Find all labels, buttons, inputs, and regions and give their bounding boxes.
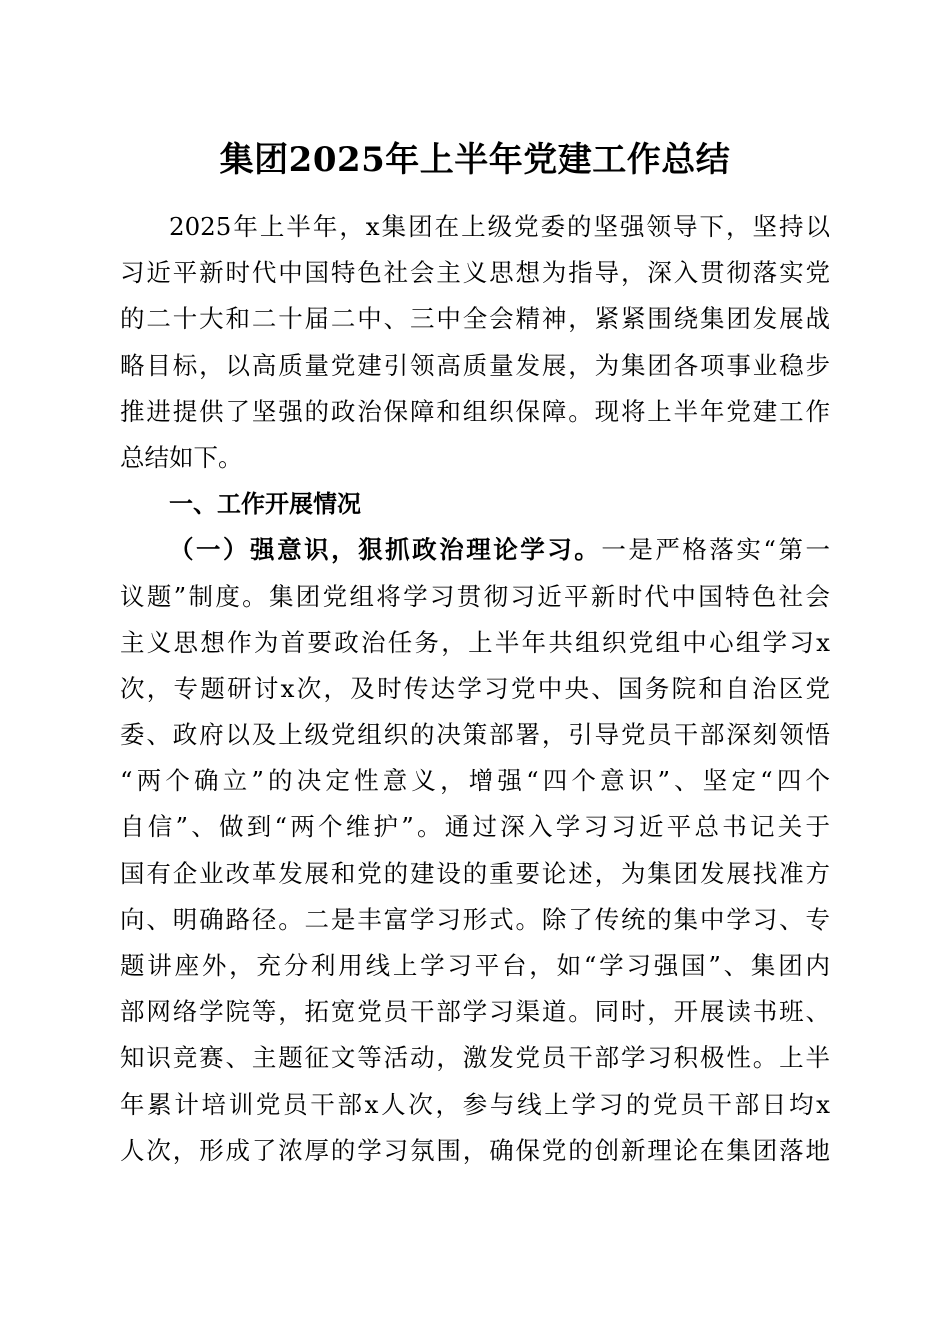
body-line: “两个确立”的决定性意义，增强“四个意识”、坚定“四个 [120, 766, 830, 796]
body-line: 知识竞赛、主题征文等活动，激发党员干部学习积极性。上半 [120, 1043, 830, 1073]
body-line: 部网络学院等，拓宽党员干部学习渠道。同时，开展读书班、 [120, 997, 830, 1027]
body-line: 主义思想作为首要政治任务，上半年共组织党组中心组学习x [120, 627, 830, 657]
intro-line: 总结如下。 [120, 442, 243, 472]
body-line: 年累计培训党员干部x人次，参与线上学习的党员干部日均x [120, 1089, 830, 1119]
body-line: 国有企业改革发展和党的建设的重要论述，为集团发展找准方 [120, 858, 830, 888]
body-line: 向、明确路径。二是丰富学习形式。除了传统的集中学习、专 [120, 904, 830, 934]
intro-line: 习近平新时代中国特色社会主义思想为指导，深入贯彻落实党 [120, 258, 830, 288]
intro-line: 推进提供了坚强的政治保障和组织保障。现将上半年党建工作 [120, 396, 830, 426]
body-line: 议题”制度。集团党组将学习贯彻习近平新时代中国特色社会 [120, 581, 830, 611]
body-line: 自信”、做到“两个维护”。通过深入学习习近平总书记关于 [120, 812, 830, 842]
subsection-first-line [120, 527, 830, 573]
body-line: 人次，形成了浓厚的学习氛围，确保党的创新理论在集团落地 [120, 1135, 830, 1165]
document-body [120, 204, 830, 1174]
intro-line: 2025年上半年，x集团在上级党委的坚强领导下，坚持以 [169, 212, 830, 241]
body-line: 委、政府以及上级党组织的决策部署，引导党员干部深刻领悟 [120, 720, 830, 750]
intro-line: 的二十大和二十届二中、三中全会精神，紧紧围绕集团发展战 [120, 304, 830, 334]
body-line: 题讲座外，充分利用线上学习平台，如“学习强国”、集团内 [120, 951, 830, 980]
body-line: 次，专题研讨x次，及时传达学习党中央、国务院和自治区党 [120, 673, 830, 703]
section-heading: 一、工作开展情况 [169, 490, 361, 519]
intro-line: 略目标，以高质量党建引领高质量发展，为集团各项事业稳步 [120, 350, 830, 380]
document-title: 集团2025年上半年党建工作总结 [219, 140, 731, 180]
paragraph-text: 一是严格落实“第一 [601, 535, 830, 565]
subsection-heading: （一）强意识，狠抓政治理论学习。 [169, 535, 602, 565]
